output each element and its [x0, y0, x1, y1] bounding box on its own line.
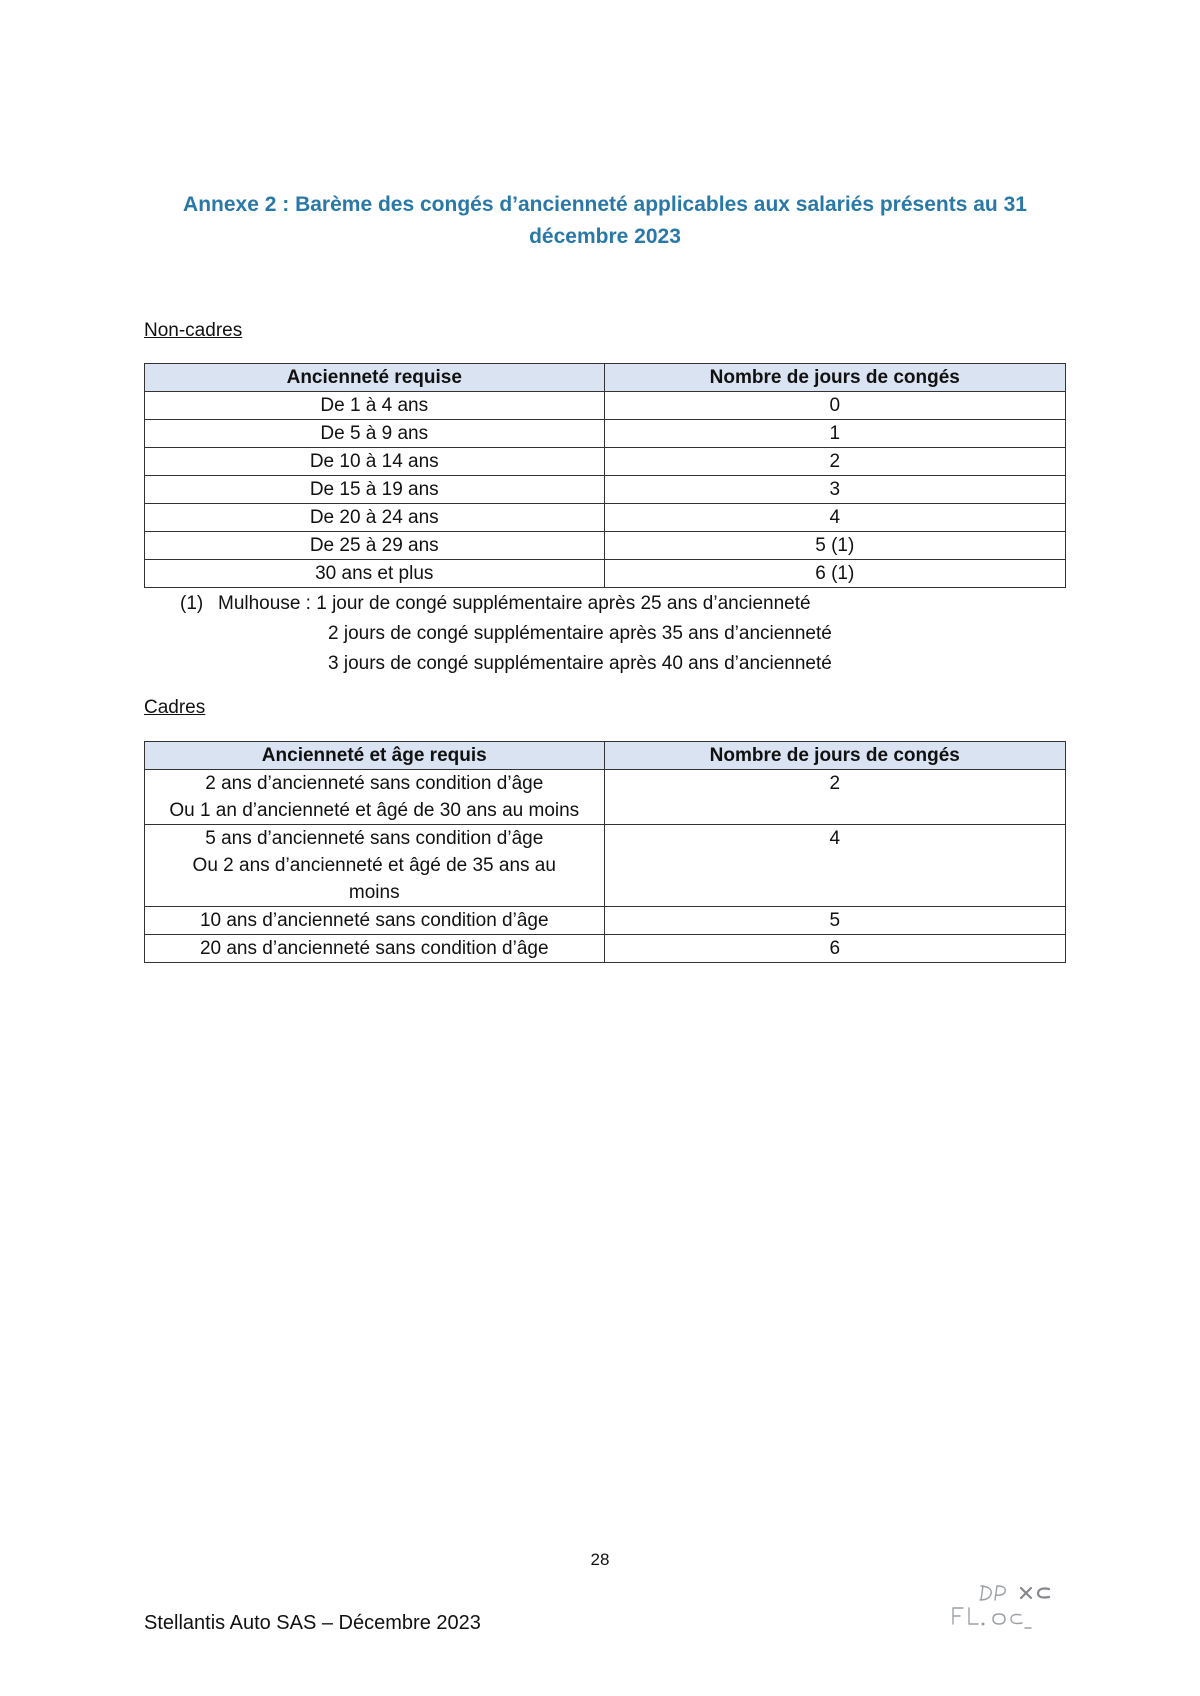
- days-cell: 4: [604, 504, 1065, 532]
- seniority-cell: De 25 à 29 ans: [145, 532, 605, 560]
- footnote-line: 2 jours de congé supplémentaire après 35 ans d’ancienneté: [328, 623, 832, 644]
- seniority-cell: De 20 à 24 ans: [145, 504, 605, 532]
- table-row: [145, 476, 1066, 504]
- footnote-marker: (1): [180, 593, 204, 614]
- requirement-line: 2 ans d’ancienneté sans condition d’âge: [205, 773, 544, 794]
- table-row: [145, 770, 1066, 825]
- column-header: Nombre de jours de congés: [604, 742, 1065, 770]
- days-cell: 6 (1): [604, 560, 1065, 588]
- table-header-row: [145, 742, 1066, 770]
- requirement-cell: [145, 907, 605, 935]
- page-footer: Stellantis Auto SAS – Décembre 2023: [144, 1612, 481, 1634]
- page-number: 28: [590, 1550, 610, 1569]
- footnote-line: 3 jours de congé supplémentaire après 40 ans d’ancienneté: [328, 653, 832, 674]
- days-cell: 6: [604, 935, 1065, 963]
- table-row: [145, 420, 1066, 448]
- section-label-cadres: Cadres: [144, 697, 206, 718]
- table-row: [145, 935, 1066, 963]
- seniority-cell: De 5 à 9 ans: [145, 420, 605, 448]
- requirement-line: 5 ans d’ancienneté sans condition d’âge: [205, 828, 544, 849]
- days-cell: 5 (1): [604, 532, 1065, 560]
- requirement-line: Ou 2 ans d’ancienneté et âgé de 35 ans au: [192, 855, 556, 876]
- table-row: [145, 560, 1066, 588]
- days-cell: 1: [604, 420, 1065, 448]
- requirement-line: 20 ans d’ancienneté sans condition d’âge: [199, 938, 549, 959]
- seniority-cell: De 1 à 4 ans: [145, 392, 605, 420]
- column-header: Nombre de jours de congés: [604, 364, 1065, 392]
- requirement-cell: [145, 825, 605, 907]
- column-header: Ancienneté et âge requis: [145, 742, 605, 770]
- column-header: Ancienneté requise: [145, 364, 605, 392]
- days-cell: 0: [604, 392, 1065, 420]
- table-row: [145, 504, 1066, 532]
- table-header-row: [145, 364, 1066, 392]
- requirement-cell: [145, 770, 605, 825]
- table-row: [145, 825, 1066, 907]
- days-cell: 4: [604, 825, 1065, 907]
- seniority-cell: De 15 à 19 ans: [145, 476, 605, 504]
- footnote-line: Mulhouse : 1 jour de congé supplémentaire après 25 ans d’ancienneté: [218, 593, 811, 614]
- days-cell: 2: [604, 770, 1065, 825]
- seniority-cell: De 10 à 14 ans: [145, 448, 605, 476]
- handwritten-initials-signature: [945, 1578, 1065, 1634]
- section-label-non-cadres: Non-cadres: [144, 320, 243, 341]
- seniority-cell: 30 ans et plus: [145, 560, 605, 588]
- days-cell: 2: [604, 448, 1065, 476]
- cadres-table: [144, 741, 1066, 963]
- page-title: Annexe 2 : Barème des congés d’ancienneté applicables aux salariés présents au 31 décembre 2023: [183, 193, 1027, 248]
- requirement-line: 10 ans d’ancienneté sans condition d’âge: [199, 910, 549, 931]
- table-row: [145, 907, 1066, 935]
- requirement-line: Ou 1 an d’ancienneté et âgé de 30 ans au moins: [169, 800, 580, 821]
- non-cadres-table: [144, 363, 1066, 588]
- requirement-cell: [145, 935, 605, 963]
- requirement-line: moins: [348, 882, 400, 903]
- table-row: [145, 392, 1066, 420]
- days-cell: 3: [604, 476, 1065, 504]
- table-row: [145, 448, 1066, 476]
- days-cell: 5: [604, 907, 1065, 935]
- table-row: [145, 532, 1066, 560]
